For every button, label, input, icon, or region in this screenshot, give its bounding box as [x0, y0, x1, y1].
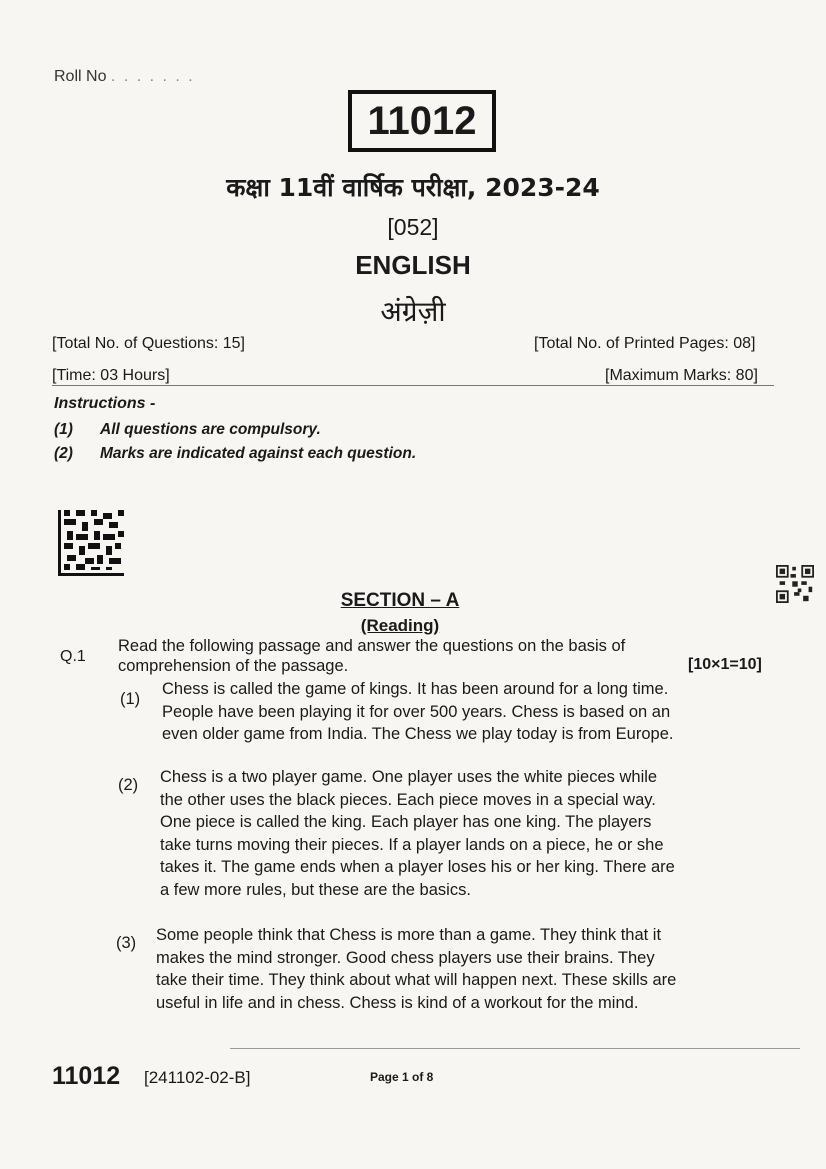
subject-title-hindi: अंग्रेज़ी [380, 295, 446, 328]
datamatrix-code-icon [58, 510, 124, 576]
paragraph-number: (2) [118, 776, 139, 794]
section-title [270, 590, 530, 612]
paragraph-text: Chess is a two player game. One player uses the white pieces while the other uses the black pieces. Each piece moves in a special way. One piece is called the king. Each player has one king. The players take turns moving their pieces. If a player lands on a piece, he or she takes it. The game ends when a player loses his or her king. There are a few more rules, but these are the basics. [160, 768, 675, 899]
footer-paper-code: 11012 [52, 1062, 121, 1090]
instruction-text: Marks are indicated against each question. [100, 445, 417, 462]
question-text: Read the following passage and answer the questions on the basis of comprehension of the passage. [118, 637, 626, 675]
question-marks: [10×1=10] [688, 656, 762, 673]
instruction-number: (2) [54, 445, 73, 462]
section-subtitle [310, 616, 490, 636]
footer-reference: [241102-02-B] [144, 1068, 251, 1087]
footer-divider [230, 1048, 800, 1049]
qr-code-icon [776, 565, 814, 603]
total-pages: [Total No. of Printed Pages: 08] [534, 335, 756, 352]
paragraph-number: (3) [116, 934, 137, 952]
paragraph-text: Some people think that Chess is more than a game. They think that it makes the mind stronger. Good chess players use their brains. They take their time. They think about what will happen next. These skills are useful in life and in chess. Chess is kind of a workout for the mind. [156, 926, 677, 1012]
roll-dots: . . . . . . . [110, 68, 195, 85]
instructions-heading: Instructions - [54, 395, 156, 412]
instruction-item [54, 421, 321, 439]
header-divider [52, 385, 774, 386]
paragraph-text: Chess is called the game of kings. It has been around for a long time. People have been playing it for over 500 years. Chess is based on an even older game from India. The Chess we play today is from Europe. [162, 680, 674, 743]
maximum-marks: [Maximum Marks: 80] [605, 367, 758, 384]
subject-title: ENGLISH [355, 250, 471, 280]
instruction-item [54, 445, 416, 463]
subject-code: [052] [387, 214, 439, 240]
section-title-text: SECTION – A [340, 590, 460, 611]
section-subtitle-text: (Reading) [360, 616, 440, 635]
instruction-number: (1) [54, 421, 73, 438]
roll-number [54, 68, 195, 86]
time-allowed: [Time: 03 Hours] [52, 367, 170, 384]
instruction-text: All questions are compulsory. [100, 421, 321, 438]
page-number: Page 1 of 8 [370, 1070, 434, 1084]
paragraph-number: (1) [120, 690, 141, 708]
question-number: Q.1 [60, 648, 86, 665]
roll-label: Roll No [54, 68, 107, 85]
exam-title: कक्षा 11वीं वार्षिक परीक्षा, 2023-24 [226, 173, 600, 202]
paper-code: 11012 [348, 90, 496, 152]
total-questions: [Total No. of Questions: 15] [52, 335, 245, 352]
